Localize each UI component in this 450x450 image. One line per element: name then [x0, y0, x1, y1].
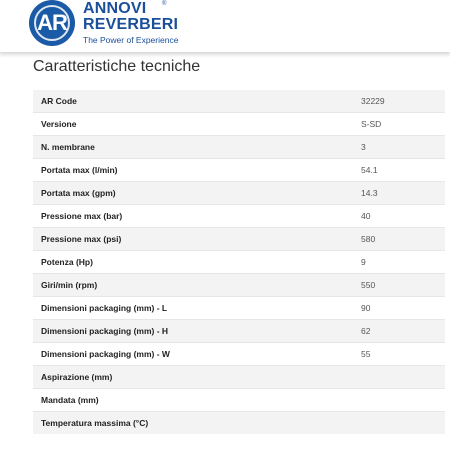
spec-value: 9 — [361, 251, 445, 274]
spec-row — [33, 113, 445, 136]
site-header — [0, 0, 450, 52]
spec-row — [33, 274, 445, 297]
spec-value: 40 — [361, 205, 445, 228]
spec-value: 3 — [361, 136, 445, 159]
spec-value: 580 — [361, 228, 445, 251]
spec-value: 14.3 — [361, 182, 445, 205]
spec-row — [33, 90, 445, 113]
brand-name-line1: ANNOVI — [83, 0, 147, 17]
logo-monogram: AR — [37, 10, 67, 35]
brand-wordmark[interactable] — [83, 1, 178, 45]
spec-value — [361, 412, 445, 435]
spec-value: 550 — [361, 274, 445, 297]
spec-row — [33, 297, 445, 320]
spec-value: 90 — [361, 297, 445, 320]
spec-label: Dimensioni packaging (mm) - H — [33, 320, 361, 343]
spec-label: Portata max (l/min) — [33, 159, 361, 182]
spec-label: Pressione max (psi) — [33, 228, 361, 251]
brand-tagline: The Power of Experience — [83, 35, 179, 45]
spec-value: 32229 — [361, 90, 445, 113]
brand-name-line2: REVERBERI — [83, 16, 179, 33]
spec-value — [361, 366, 445, 389]
spec-row — [33, 182, 445, 205]
spec-row — [33, 136, 445, 159]
spec-row — [33, 205, 445, 228]
spec-label: Dimensioni packaging (mm) - W — [33, 343, 361, 366]
spec-row — [33, 159, 445, 182]
spec-label: Dimensioni packaging (mm) - L — [33, 297, 361, 320]
spec-value — [361, 389, 445, 412]
spec-row — [33, 228, 445, 251]
spec-row — [33, 366, 445, 389]
spec-label: Versione — [33, 113, 361, 136]
ar-logo-icon[interactable] — [29, 0, 75, 46]
registered-mark: ® — [162, 1, 167, 7]
spec-label: Temperatura massima (°C) — [33, 412, 361, 435]
specs-table — [33, 90, 445, 434]
spec-label: Potenza (Hp) — [33, 251, 361, 274]
spec-value: 54.1 — [361, 159, 445, 182]
spec-value: 62 — [361, 320, 445, 343]
spec-label: Portata max (gpm) — [33, 182, 361, 205]
spec-row — [33, 412, 445, 435]
section-title: Caratteristiche tecniche — [33, 58, 201, 75]
spec-value: 55 — [361, 343, 445, 366]
spec-row — [33, 320, 445, 343]
spec-value: S-SD — [361, 113, 445, 136]
spec-label: Giri/min (rpm) — [33, 274, 361, 297]
spec-row — [33, 389, 445, 412]
spec-row — [33, 251, 445, 274]
spec-label: AR Code — [33, 90, 361, 113]
spec-label: N. membrane — [33, 136, 361, 159]
spec-label: Pressione max (bar) — [33, 205, 361, 228]
spec-label: Mandata (mm) — [33, 389, 361, 412]
spec-label: Aspirazione (mm) — [33, 366, 361, 389]
spec-row — [33, 343, 445, 366]
